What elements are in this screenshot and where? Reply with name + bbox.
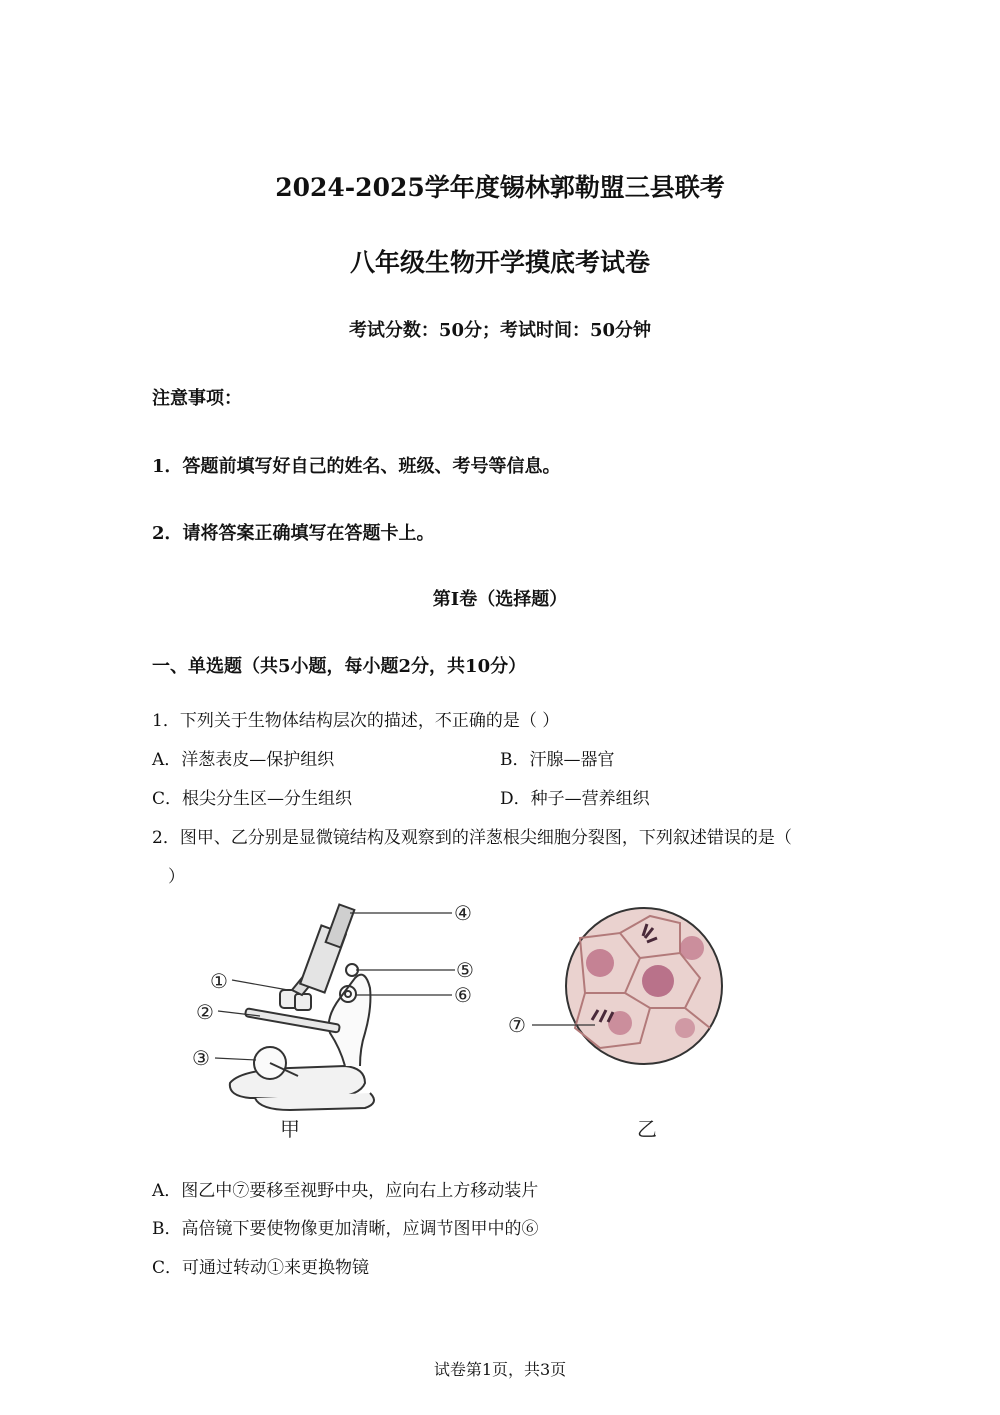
part-title: 一、单选题（共5小题，每小题2分，共10分） — [152, 656, 527, 677]
question-1-option-a: A．洋葱表皮—保护组织 — [152, 750, 335, 770]
question-1-option-d: D．种子—营养组织 — [500, 789, 650, 809]
label-2: ② — [196, 1000, 214, 1024]
page-footer: 试卷第1页，共3页 — [433, 1360, 567, 1379]
label-5: ⑤ — [456, 958, 474, 982]
label-6: ⑥ — [454, 983, 472, 1007]
exam-info: 考试分数：50分；考试时间：50分钟 — [348, 320, 652, 341]
microscope-illustration — [230, 904, 374, 1110]
question-1-stem: 1．下列关于生物体结构层次的描述，不正确的是（ ） — [152, 711, 560, 731]
exam-title-line2: 八年级生物开学摸底考试卷 — [349, 248, 650, 277]
microscope-and-cell-figure — [180, 898, 740, 1148]
question-2-stem-line1: 2．图甲、乙分别是显微镜结构及观察到的洋葱根尖细胞分裂图，下列叙述错误的是（ — [152, 828, 792, 848]
label-3: ③ — [192, 1046, 210, 1070]
label-4: ④ — [454, 901, 472, 925]
question-2-option-b: B．高倍镜下要使物像更加清晰，应调节图甲中的⑥ — [152, 1219, 539, 1239]
notice-heading: 注意事项： — [152, 388, 242, 409]
question-2-option-c: C．可通过转动①来更换物镜 — [152, 1258, 370, 1278]
question-1-option-b: B．汗腺—器官 — [500, 750, 615, 770]
question-2-stem-line2: ） — [168, 867, 185, 887]
notice-item-1: 1．答题前填写好自己的姓名、班级、考号等信息。 — [152, 456, 561, 477]
question-1-option-c: C．根尖分生区—分生组织 — [152, 789, 353, 809]
caption-yi: 乙 — [637, 1117, 657, 1141]
label-7: ⑦ — [508, 1013, 526, 1037]
volume-title: 第I卷（选择题） — [432, 589, 568, 610]
question-2-option-a: A．图乙中⑦要移至视野中央，应向右上方移动装片 — [152, 1181, 539, 1201]
exam-title-line1: 2024-2025学年度锡林郭勒盟三县联考 — [275, 173, 725, 202]
notice-item-2: 2．请将答案正确填写在答题卡上。 — [152, 523, 435, 544]
label-1: ① — [210, 969, 228, 993]
cell-micrograph — [566, 908, 722, 1064]
caption-jia: 甲 — [280, 1117, 300, 1141]
